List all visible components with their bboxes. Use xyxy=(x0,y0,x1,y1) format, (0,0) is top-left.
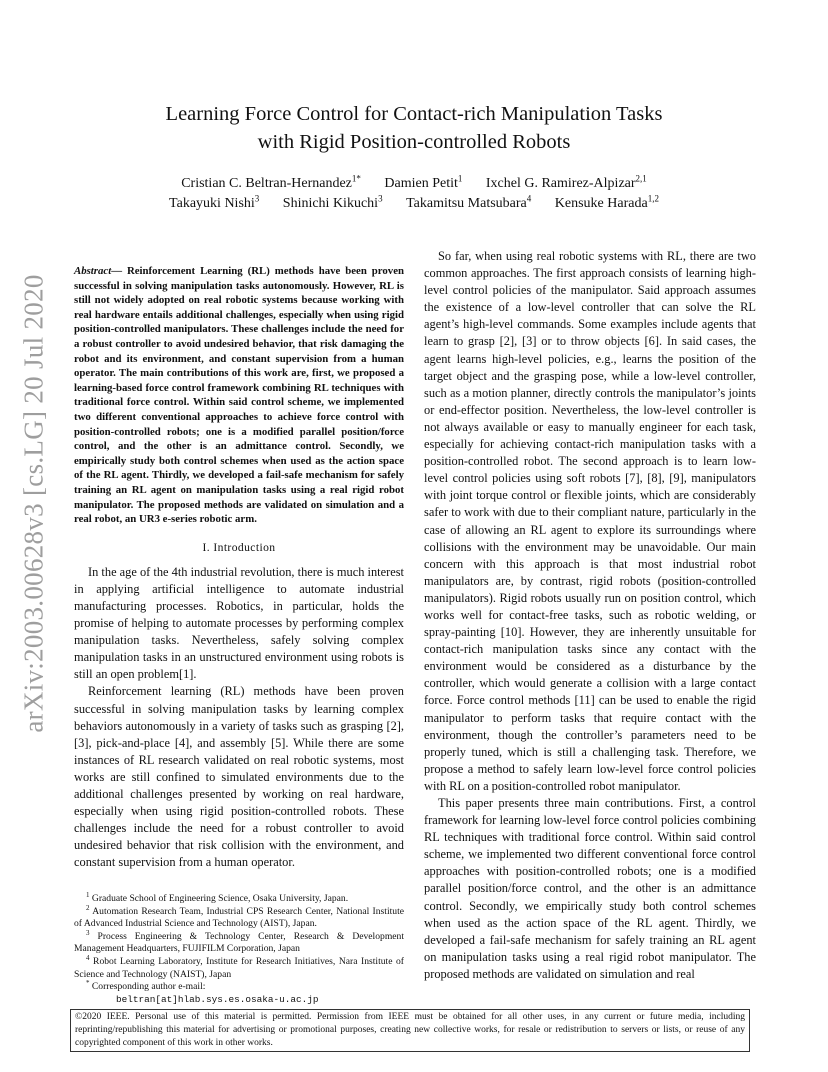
footnotes xyxy=(74,890,404,1006)
intro-paragraph-1: In the age of the 4th industrial revolution, there is much interest in applying artificial intelligence to automate industrial manufacturing processes. Robotics, in particular, holds the promise of helping to automate processes by performing complex manipulation tasks. Nevertheless, safely solving complex manipulation tasks in an unstructured environment using robots is still an open problem[1]. xyxy=(74,564,404,682)
author-row-1 xyxy=(90,174,738,194)
abstract xyxy=(74,264,404,527)
footnote: * Corresponding author e-mail: xyxy=(86,978,206,993)
corresponding-email: beltran[at]hlab.sys.es.osaka-u.ac.jp xyxy=(116,993,319,1005)
title-line-2: with Rigid Position-controlled Robots xyxy=(257,131,571,153)
author: Kensuke Harada$^{1,2}$ xyxy=(554,193,659,211)
intro-paragraph-4: This paper presents three main contributions. First, a control framework for learning low-level force control policies combining RL techniques with traditional force control. Within said control scheme, we implemented two different conventional force control approaches with position-controlled robots; one is a modified parallel position/force control, and the other is an admittance control. Secondly, we empirically study both control schemes when used as the action space of the RL agent. Thirdly, we developed a fail-safe mechanism for safely training an RL agent on manipulation tasks using a real rigid robot manipulator. The proposed methods are validated on simulation and real xyxy=(424,796,756,981)
footnote: $^4$ Robot Learning Laboratory, Institute for Research Initiatives, Nara Institute of Science and Technology (NAIST), Japan xyxy=(74,953,404,980)
copyright-notice: ©2020 IEEE. Personal use of this material is permitted. Permission from IEEE must be obtained for all other uses, in any current or future media, including reprinting/republishing this material for advertising or promotional purposes, creating new collective works, for resale or redistribution to servers or lists, or reuse of any copyrighted component of this work in other works. xyxy=(70,1009,750,1052)
footnote: $^1$ Graduate School of Engineering Science, Osaka University, Japan. xyxy=(86,890,349,904)
author: Ixchel G. Ramirez-Alpizar$^{2,1}$ xyxy=(485,173,647,191)
abstract-text: Reinforcement Learning (RL) methods have been proven successful in solving manipulation tasks autonomously. However, RL is still not widely adopted on real robotic systems because working with real hardware entails additional challenges, especially when using rigid position-controlled manipulators. These challenges include the need for a robust controller to avoid undesired behavior, that risk damaging the robot and its environment, and constant supervision from a human operator. The main contributions of this work are, first, we proposed a learning-based force control framework combining RL techniques with traditional force control. Within said control scheme, we implemented two different conventional approaches to achieve force control with position-controlled robots; one is a modified parallel position/force control, and the other is an admittance control. Secondly, we empirically study both control schemes when used as the action space of the RL agent. Thirdly, we developed a fail-safe mechanism for safely training an RL agent on manipulation tasks using a real rigid robot manipulator. The proposed methods are validated on simulation and a real robot, an UR3 e-series robotic arm. xyxy=(74,265,404,526)
author: Shinichi Kikuchi$^3$ xyxy=(282,193,383,211)
arxiv-identifier: arXiv:2003.00628v3 [cs.LG] 20 Jul 2020 xyxy=(18,273,49,733)
author: Damien Petit$^1$ xyxy=(384,173,463,191)
abstract-dash: — xyxy=(111,265,122,277)
title-line-1: Learning Force Control for Contact-rich Manipulation Tasks xyxy=(165,103,663,125)
author-row-2 xyxy=(90,194,738,214)
intro-paragraph-2: Reinforcement learning (RL) methods have been proven successful in solving manipulation tasks by learning complex behaviors autonomously in a variety of tasks such as grasping [2], [3], pick-and-place [4], and assembly [5]. While there are some instances of RL research validated on real robotic systems, most works are still confined to simulated environments due to the additional challenges presented by working on real hardware, especially when using rigid position-controlled robots. These challenges include the need for a robust controller to avoid undesired behavior that risk collision with the environment, and constant supervision from a human operator. xyxy=(74,684,404,870)
footnote: $^3$ Process Engineering & Technology Center, Research & Development Management Headquarters, FUJIFILM Corporation, Japan xyxy=(74,928,404,955)
intro-paragraph-3: So far, when using real robotic systems with RL, there are two common approaches. The first approach consists of learning high-level control policies of the manipulator. Said approach assumes the existence of a low-level controller that can solve the RL agent’s high-level commands. Some examples include agents that learn to grasp [2], [3] or to throw objects [6]. In said cases, the agent learns high-level policies, e.g., learns the position of the target object and the grasping pose, while a low-level controller, such as a motion planner, directly controls the manipulator’s joints or end-effector position. Nevertheless, the low-level controller is not always available or easy to manually engineer for each task, especially for achieving contact-rich manipulation tasks with a position-controlled robot. The second approach is to learn low-level control policies using soft robots [7], [8], [9], manipulators with joint torque control or flexible joints, which are considerably safer to work with due to their compliant nature, particularly in the case of allowing an RL agent to explore its surroundings where collisions with the environment may be unavoidable. Our main concern with this approach is that most industrial robot manipulators are, by contrast, rigid robots (position-controlled manipulators). Rigid robots usually run on position control, which works well for contact-free tasks, such as robotic welding, or spray-painting [10]. However, they are inherently unsuitable for contact-rich manipulation tasks since any contact with the environment would be considered as a disturbance by the controller, which would generate a collision with a large contact force. Force control methods [11] can be used to enable the rigid manipulator to perform tasks that require contact with the environment, though the controller’s parameters need to be properly tuned, which is still a challenging task. Therefore, we propose a method to safely learn low-level force control policies with RL on a position-controlled robot manipulator. xyxy=(424,249,756,793)
paper-title xyxy=(90,100,738,156)
footnote: $^2$ Automation Research Team, Industrial CPS Research Center, National Institute of Advanced Industrial Science and Technology (AIST), Japan. xyxy=(74,903,404,930)
right-column xyxy=(424,248,756,983)
author: Takayuki Nishi$^3$ xyxy=(169,193,260,211)
author: Cristian C. Beltran-Hernandez$^{1*}$ xyxy=(181,173,361,191)
section-heading-introduction: I. Introduction xyxy=(202,540,276,554)
arxiv-identifier-margin xyxy=(12,268,56,738)
author-list xyxy=(90,174,738,214)
left-column xyxy=(74,264,404,871)
author: Takamitsu Matsubara$^4$ xyxy=(406,193,532,211)
abstract-label: Abstract xyxy=(74,265,112,277)
